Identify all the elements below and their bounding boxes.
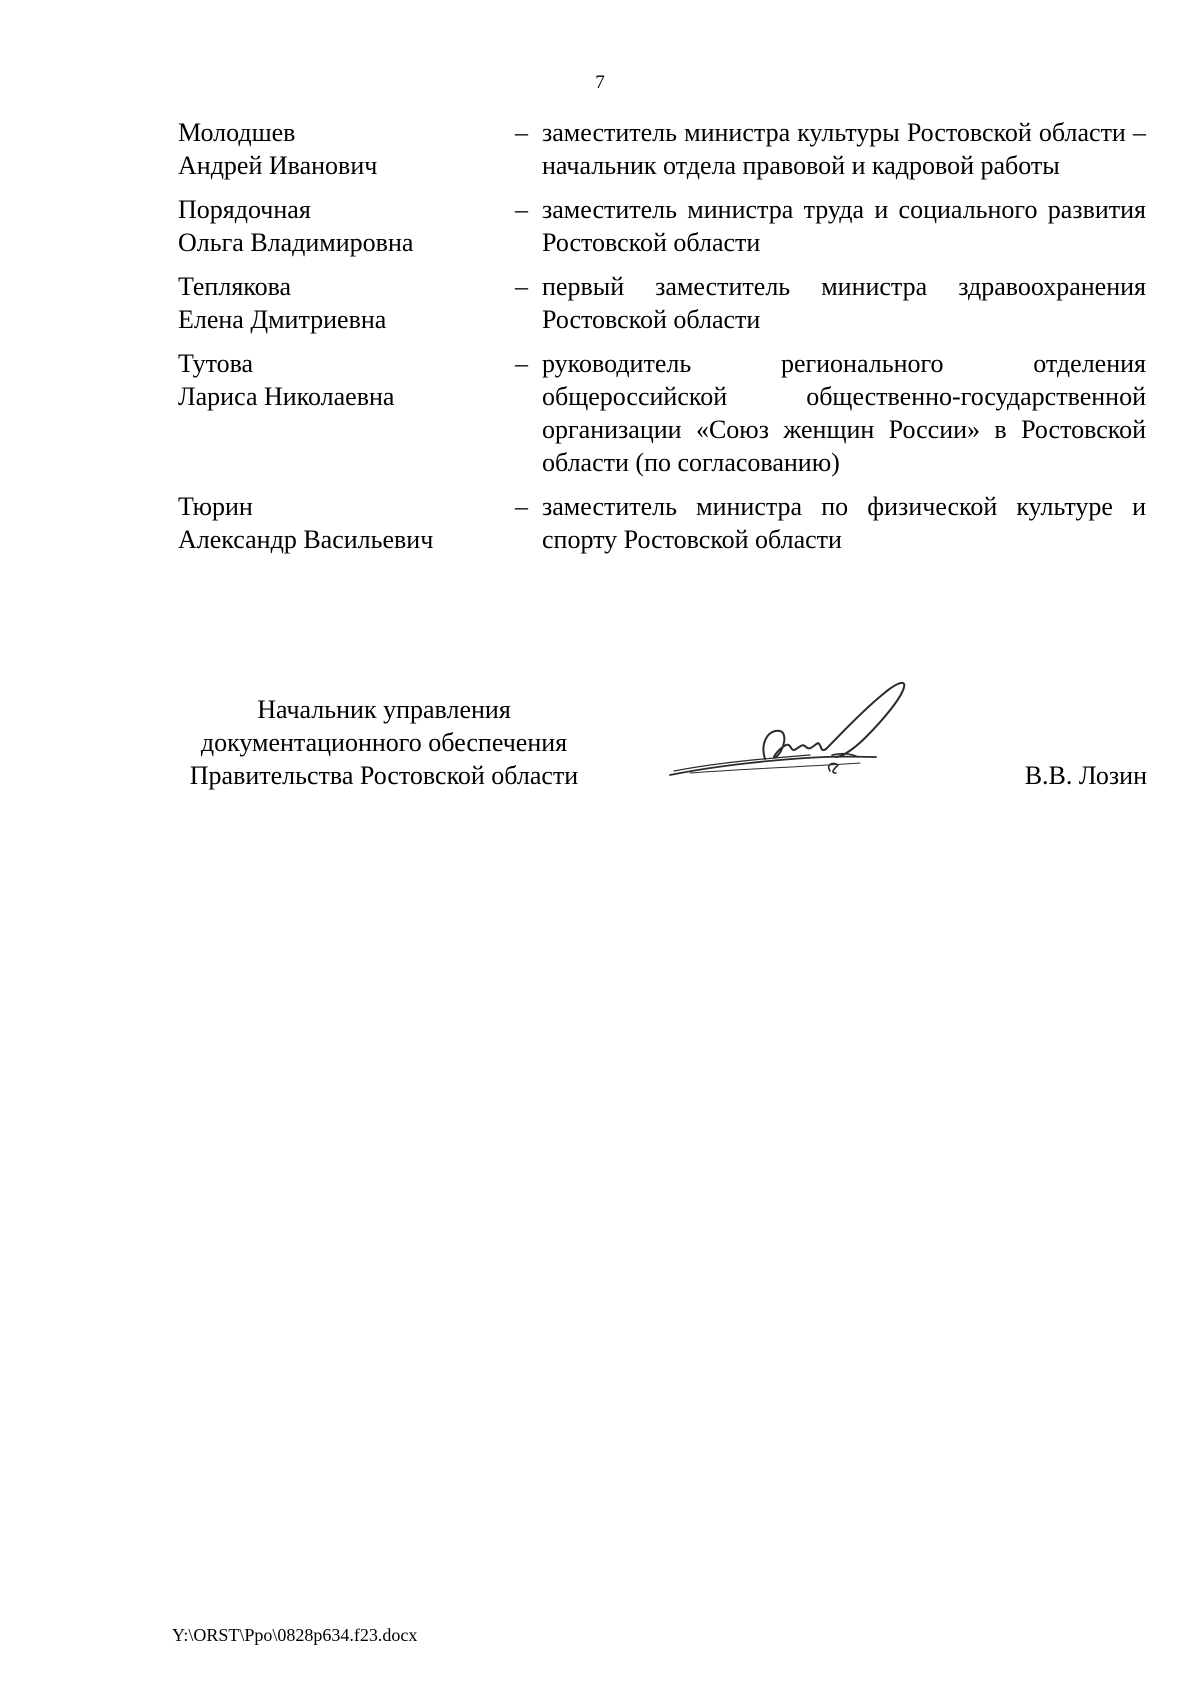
member-name xyxy=(178,193,515,259)
member-given-names: Ольга Владимировна xyxy=(178,228,414,257)
member-surname: Молодшев xyxy=(178,118,296,147)
member-surname: Тутова xyxy=(178,349,254,378)
member-row xyxy=(178,193,1146,259)
member-row xyxy=(178,490,1146,556)
member-role: руководитель регионального отделения общероссийской общественно-государственной организации «Союз женщин России» в Ростовской области (по согласованию) xyxy=(542,349,1146,477)
page-number: 7 xyxy=(595,72,605,93)
member-given-names: Андрей Иванович xyxy=(178,151,378,180)
signer-name: В.В. Лозин xyxy=(1024,761,1147,790)
member-dash: – xyxy=(515,195,528,224)
member-given-names: Лариса Николаевна xyxy=(178,382,395,411)
member-role: заместитель министра по физической культуре и спорту Ростовской области xyxy=(542,492,1146,554)
handwritten-signature xyxy=(660,673,950,798)
signature-block xyxy=(0,693,1200,813)
member-role: первый заместитель министра здравоохранения Ростовской области xyxy=(542,272,1146,334)
member-row xyxy=(178,270,1146,336)
member-surname: Теплякова xyxy=(178,272,292,301)
member-name xyxy=(178,347,515,413)
member-name xyxy=(178,490,515,556)
member-surname: Тюрин xyxy=(178,492,253,521)
member-dash: – xyxy=(515,349,528,378)
member-role: заместитель министра культуры Ростовской области – начальник отдела правовой и кадровой работы xyxy=(542,118,1146,180)
members-list xyxy=(178,116,1146,556)
member-name xyxy=(178,116,515,182)
signer-title xyxy=(168,693,600,792)
member-row xyxy=(178,116,1146,182)
member-row xyxy=(178,347,1146,479)
member-dash: – xyxy=(515,272,528,301)
member-surname: Порядочная xyxy=(178,195,311,224)
footer-file-path: Y:\ORST\Ppo\0828p634.f23.docx xyxy=(172,1625,418,1645)
signer-title-line: документационного обеспечения xyxy=(200,728,568,757)
signer-title-line: Начальник управления xyxy=(257,695,511,724)
member-role: заместитель министра труда и социального развития Ростовской области xyxy=(542,195,1146,257)
member-dash: – xyxy=(515,492,528,521)
signer-title-line: Правительства Ростовской области xyxy=(189,761,579,790)
member-name xyxy=(178,270,515,336)
member-given-names: Елена Дмитриевна xyxy=(178,305,387,334)
member-dash: – xyxy=(515,118,528,147)
member-given-names: Александр Васильевич xyxy=(178,525,434,554)
